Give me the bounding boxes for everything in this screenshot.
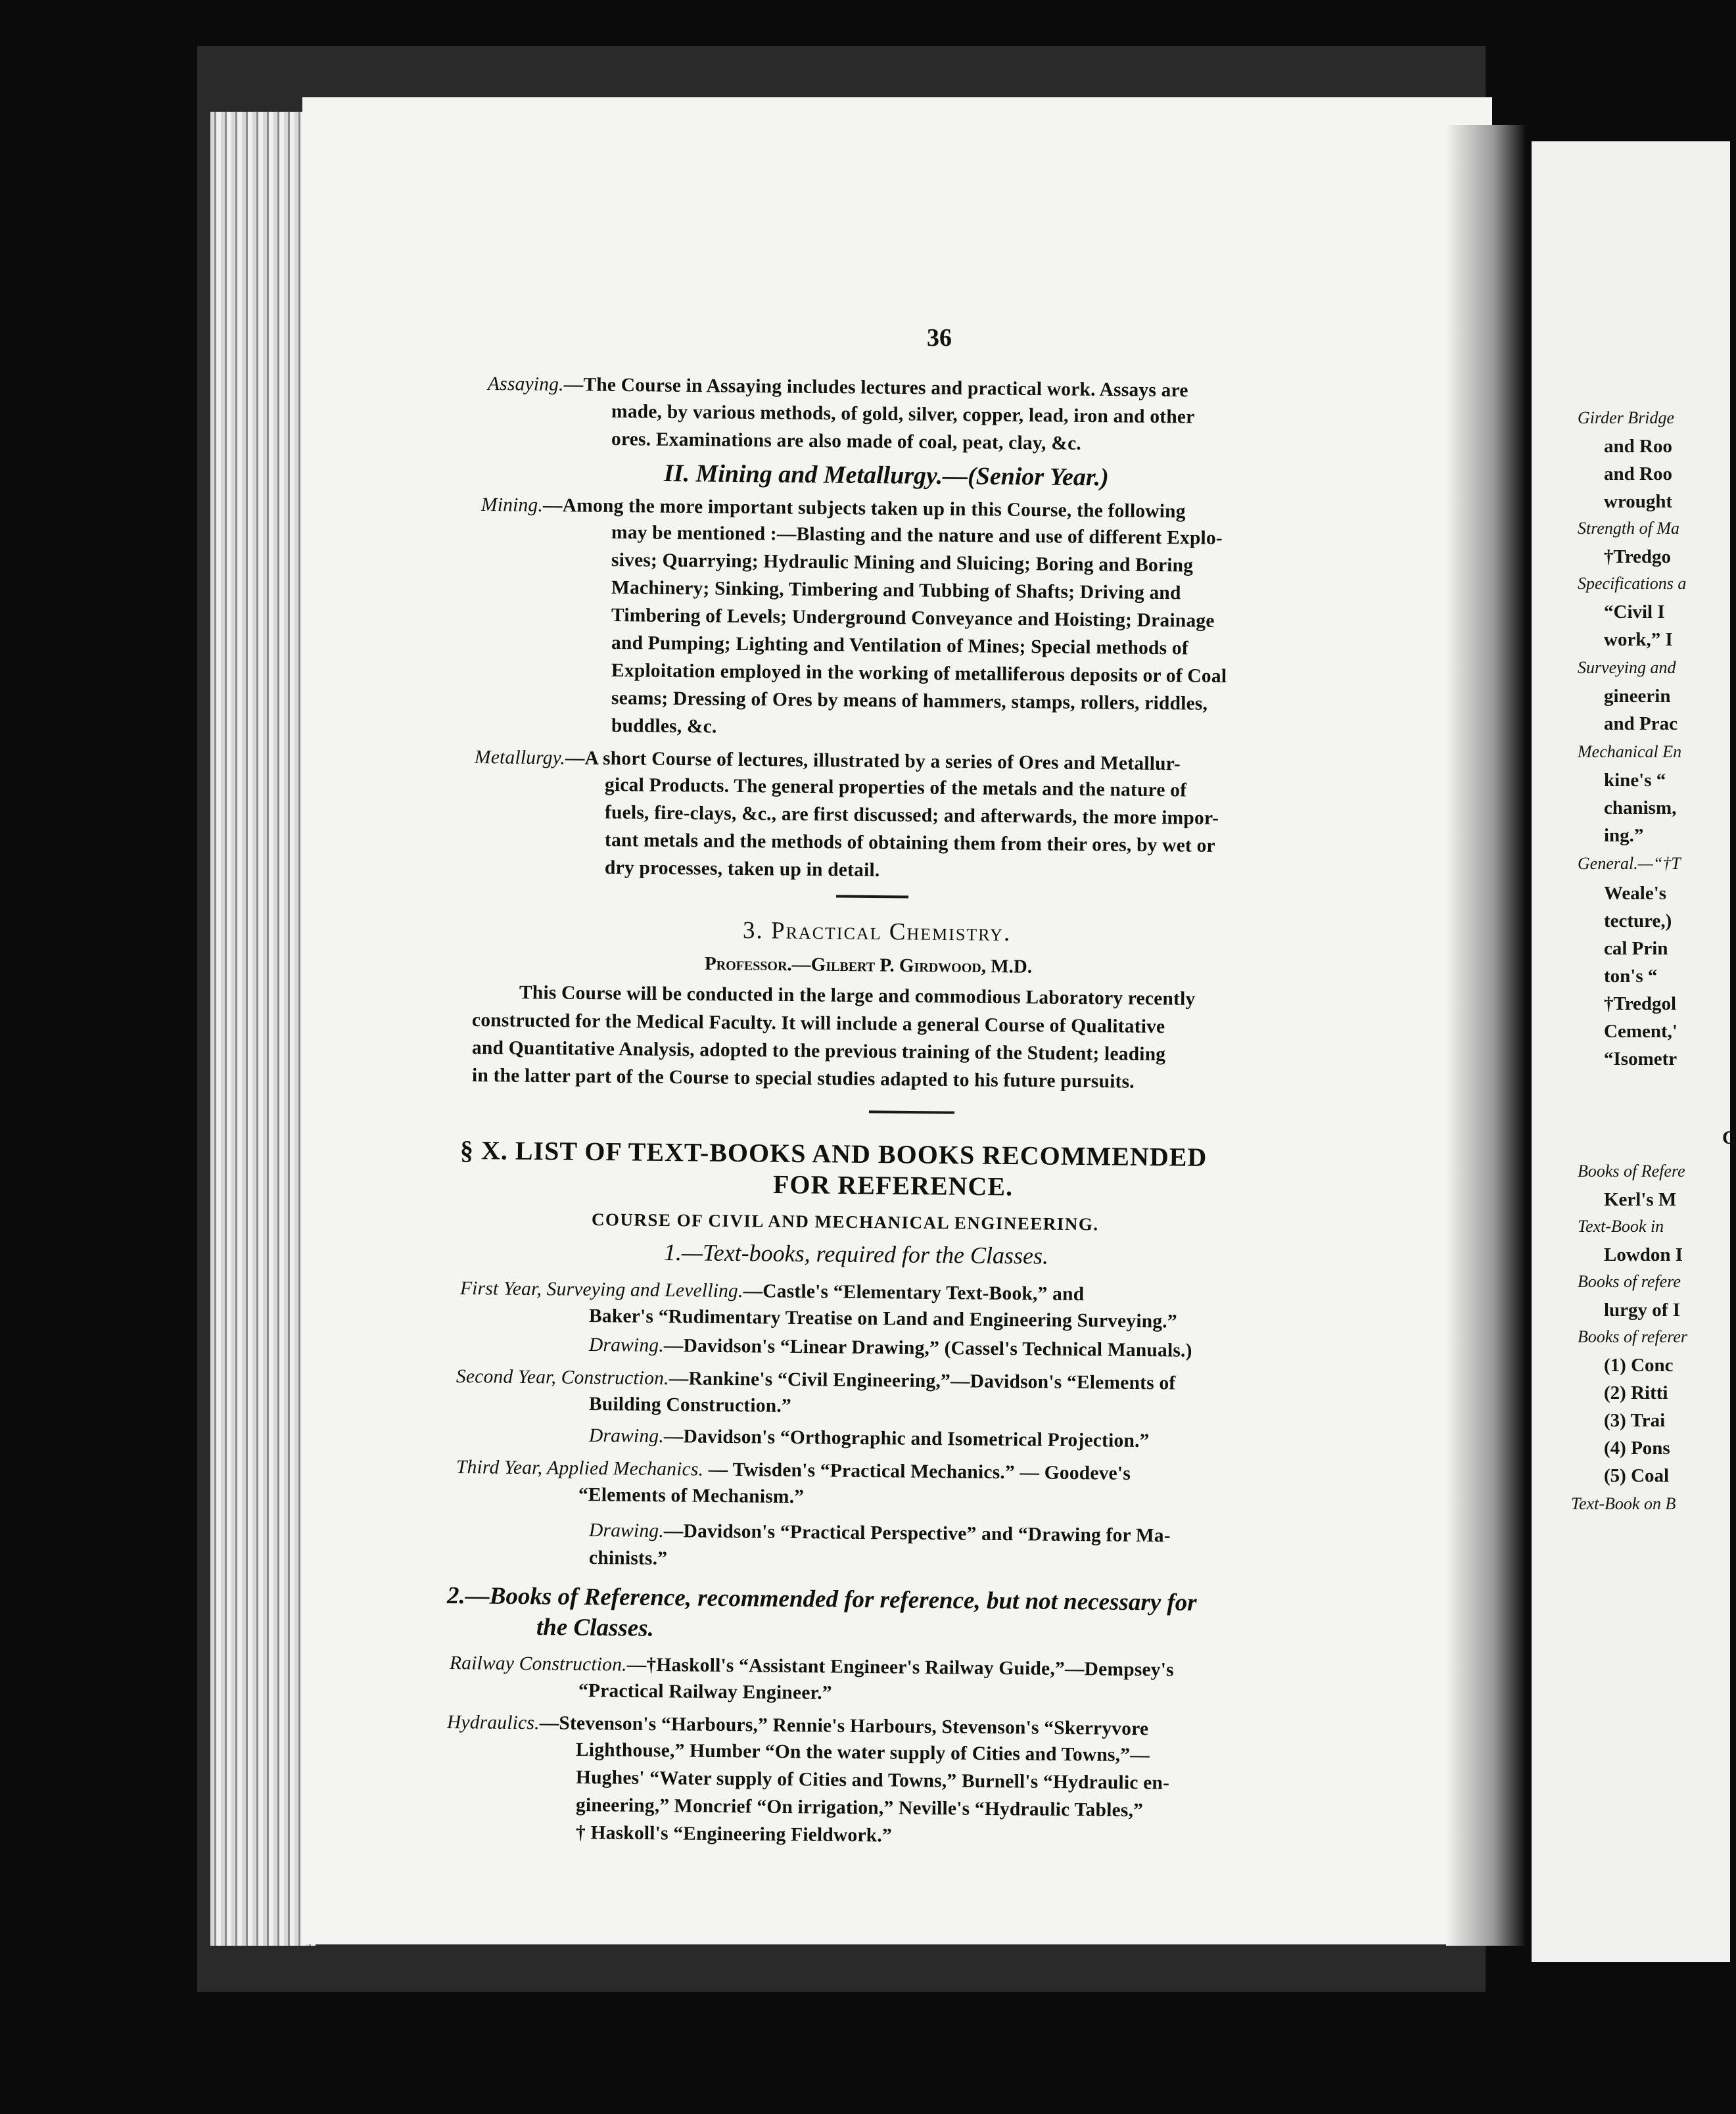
metallurgy-line: tant metals and the methods of obtaining them from their ores, by wet or (604, 830, 1215, 857)
hydraulics-line: Hughes' “Water supply of Cities and Towns,” Burnell's “Hydraulic en- (575, 1767, 1170, 1794)
section-x-heading-line2: FOR REFERENCE. (772, 1169, 1014, 1202)
right-page-line: tecture,) (1604, 910, 1672, 931)
right-page-line: Books of refere (1578, 1272, 1681, 1291)
right-page-line: Kerl's M (1604, 1189, 1677, 1210)
professor-line: Professor.—Gilbert P. Girdwood, M.D. (704, 953, 1033, 977)
chemistry-line: constructed for the Medical Faculty. It will include a general Course of Qualitative (471, 1010, 1165, 1038)
right-page-line: C (1722, 1127, 1736, 1148)
right-page-line: (4) Pons (1604, 1438, 1670, 1459)
metallurgy-line: Metallurgy.—A short Course of lectures, illustrated by a series of Ores and Metallur- (474, 747, 1181, 775)
right-page-line: work,” I (1604, 629, 1673, 650)
assaying-label: Assaying. (487, 373, 564, 396)
mining-line: Timbering of Levels; Underground Conveyance and Hoisting; Drainage (611, 605, 1215, 632)
second-year-label: Second Year, Construction. (456, 1366, 669, 1390)
right-page-line: Weale's (1604, 883, 1667, 904)
mining-line: sives; Quarrying; Hydraulic Mining and Sluicing; Boring and Boring (611, 550, 1194, 576)
right-page-line: Text-Book on B (1571, 1494, 1676, 1513)
second-year-drawing: Drawing.—Davidson's “Orthographic and Isometrical Projection.” (588, 1425, 1150, 1452)
right-page-line: †Tredgo (1604, 546, 1672, 567)
book-gutter (1446, 125, 1525, 1946)
railway-line: Railway Construction.—†Haskoll's “Assistant Engineer's Railway Guide,”—Dempsey's (449, 1653, 1174, 1681)
right-page-line: cal Prin (1604, 938, 1668, 959)
mining-metallurgy-heading: II. Mining and Metallurgy.—(Senior Year.) (663, 459, 1109, 492)
right-page-line: ton's “ (1604, 966, 1658, 987)
course-heading: COURSE OF CIVIL AND MECHANICAL ENGINEERING. (591, 1210, 1099, 1234)
right-page-line: and Roo (1604, 463, 1672, 484)
chemistry-line: and Quantitative Analysis, adopted to the previous training of the Student; leading (471, 1037, 1166, 1066)
railway-line: “Practical Railway Engineer.” (578, 1680, 832, 1704)
hydraulics-label: Hydraulics. (446, 1712, 540, 1734)
right-page-line: (5) Coal (1604, 1465, 1670, 1486)
right-page-line: Books of Refere (1578, 1162, 1685, 1181)
right-page-line: †Tredgol (1604, 993, 1677, 1014)
right-page-line: chanism, (1604, 797, 1677, 818)
second-year-line: Second Year, Construction.—Rankine's “Civil Engineering,”—Davidson's “Elements of (456, 1366, 1176, 1394)
right-page-line: lurgy of I (1604, 1300, 1680, 1321)
first-year-line: Baker's “Rudimentary Treatise on Land and Engineering Surveying.” (588, 1305, 1177, 1332)
right-page-line: and Prac (1604, 713, 1677, 734)
right-page-line: General.—“†T (1578, 854, 1681, 873)
mining-line: and Pumping; Lighting and Ventilation of Mines; Special methods of (611, 632, 1188, 659)
third-year-drawing: Drawing.—Davidson's “Practical Perspective” and “Drawing for Ma- (588, 1520, 1171, 1547)
metallurgy-line: gical Products. The general properties of the metals and the nature of (604, 774, 1187, 801)
metallurgy-line: fuels, fire-clays, &c., are first discussed; and afterwards, the more impor- (604, 802, 1219, 829)
right-page-line: (1) Conc (1604, 1355, 1674, 1376)
first-year-line: First Year, Surveying and Levelling.—Castle's “Elementary Text-Book,” and (459, 1278, 1085, 1305)
right-page-line: “Civil I (1604, 601, 1665, 622)
right-page-line: Surveying and (1578, 658, 1676, 677)
mining-line: Exploitation employed in the working of metalliferous deposits or of Coal (611, 660, 1227, 687)
textbooks-heading: 1.—Text-books, required for the Classes. (663, 1239, 1049, 1269)
assaying-line: made, by various methods, of gold, silver, copper, lead, iron and other (611, 401, 1195, 428)
right-page-line: and Roo (1604, 436, 1672, 457)
mining-line: Machinery; Sinking, Timbering and Tubbing of Shafts; Driving and (611, 577, 1181, 604)
second-year-line: Building Construction.” (588, 1394, 792, 1417)
right-page-line: Cement,' (1604, 1021, 1677, 1042)
mining-label: Mining. (481, 494, 544, 516)
assaying-line: ores. Examinations are also made of coal, peat, clay, &c. (611, 429, 1082, 454)
railway-label: Railway Construction. (449, 1653, 627, 1676)
practical-chemistry-heading: 3. Practical Chemistry. (742, 917, 1012, 947)
hydraulics-line: Hydraulics.—Stevenson's “Harbours,” Rennie's Harbours, Stevenson's “Skerryvore (446, 1712, 1149, 1740)
right-page-line: ing.” (1604, 825, 1644, 846)
first-year-label: First Year, Surveying and Levelling. (459, 1278, 743, 1302)
right-page-line: Books of referer (1578, 1327, 1688, 1346)
right-page-line: Specifications a (1578, 574, 1687, 593)
right-page-line: Text-Book in (1578, 1217, 1664, 1236)
reference-heading-line2: the Classes. (536, 1614, 655, 1642)
right-page-line: wrought (1604, 491, 1673, 512)
page-number: 36 (927, 324, 952, 352)
right-page-line: gineerin (1604, 686, 1671, 707)
right-page-line: Lowdon I (1604, 1244, 1683, 1265)
hydraulics-line: gineering,” Moncrief “On irrigation,” Neville's “Hydraulic Tables,” (575, 1795, 1144, 1821)
third-year-label: Third Year, Applied Mechanics. (456, 1457, 704, 1480)
mining-line: buddles, &c. (611, 715, 717, 738)
right-page-line: (2) Ritti (1604, 1382, 1668, 1403)
right-page-line: “Isometr (1604, 1048, 1677, 1069)
mining-line: Mining.—Among the more important subjects taken up in this Course, the following (481, 494, 1186, 523)
right-page-line: (3) Trai (1604, 1410, 1666, 1431)
mining-line: seams; Dressing of Ores by means of hammers, stamps, rollers, riddles, (611, 688, 1208, 715)
first-year-drawing: Drawing.—Davidson's “Linear Drawing,” (Cassel's Technical Manuals.) (588, 1334, 1192, 1361)
chemistry-line: This Course will be conducted in the large and commodious Laboratory recently (519, 982, 1196, 1010)
metallurgy-label: Metallurgy. (474, 747, 566, 769)
right-page-line: Strength of Ma (1578, 519, 1680, 538)
third-year-line: Third Year, Applied Mechanics. — Twisden's “Practical Mechanics.” — Goodeve's (456, 1457, 1131, 1484)
metallurgy-line: dry processes, taken up in detail. (604, 857, 880, 881)
third-year-line: “Elements of Mechanism.” (578, 1484, 805, 1508)
hydraulics-line: Lighthouse,” Humber “On the water supply of Cities and Towns,”— (575, 1739, 1150, 1766)
right-page (1532, 141, 1736, 1962)
chemistry-line: in the latter part of the Course to special studies adapted to his future pursuits. (471, 1065, 1135, 1092)
page-edges (210, 112, 316, 1946)
third-year-drawing: chinists.” (588, 1547, 668, 1570)
section-x-heading: § X. LIST OF TEXT-BOOKS AND BOOKS RECOMMENDED (459, 1135, 1208, 1172)
hydraulics-line: † Haskoll's “Engineering Fieldwork.” (575, 1822, 893, 1846)
right-page-line: Girder Bridge (1578, 408, 1675, 427)
assaying-line: Assaying.—The Course in Assaying includes lectures and practical work. Assays are (487, 373, 1188, 402)
mining-line: may be mentioned :—Blasting and the nature and use of different Explo- (611, 522, 1223, 549)
right-page-line: Mechanical En (1578, 742, 1682, 761)
right-page-line: kine's “ (1604, 770, 1666, 791)
reference-heading: 2.—Books of Reference, recommended for reference, but not necessary for (446, 1582, 1197, 1616)
